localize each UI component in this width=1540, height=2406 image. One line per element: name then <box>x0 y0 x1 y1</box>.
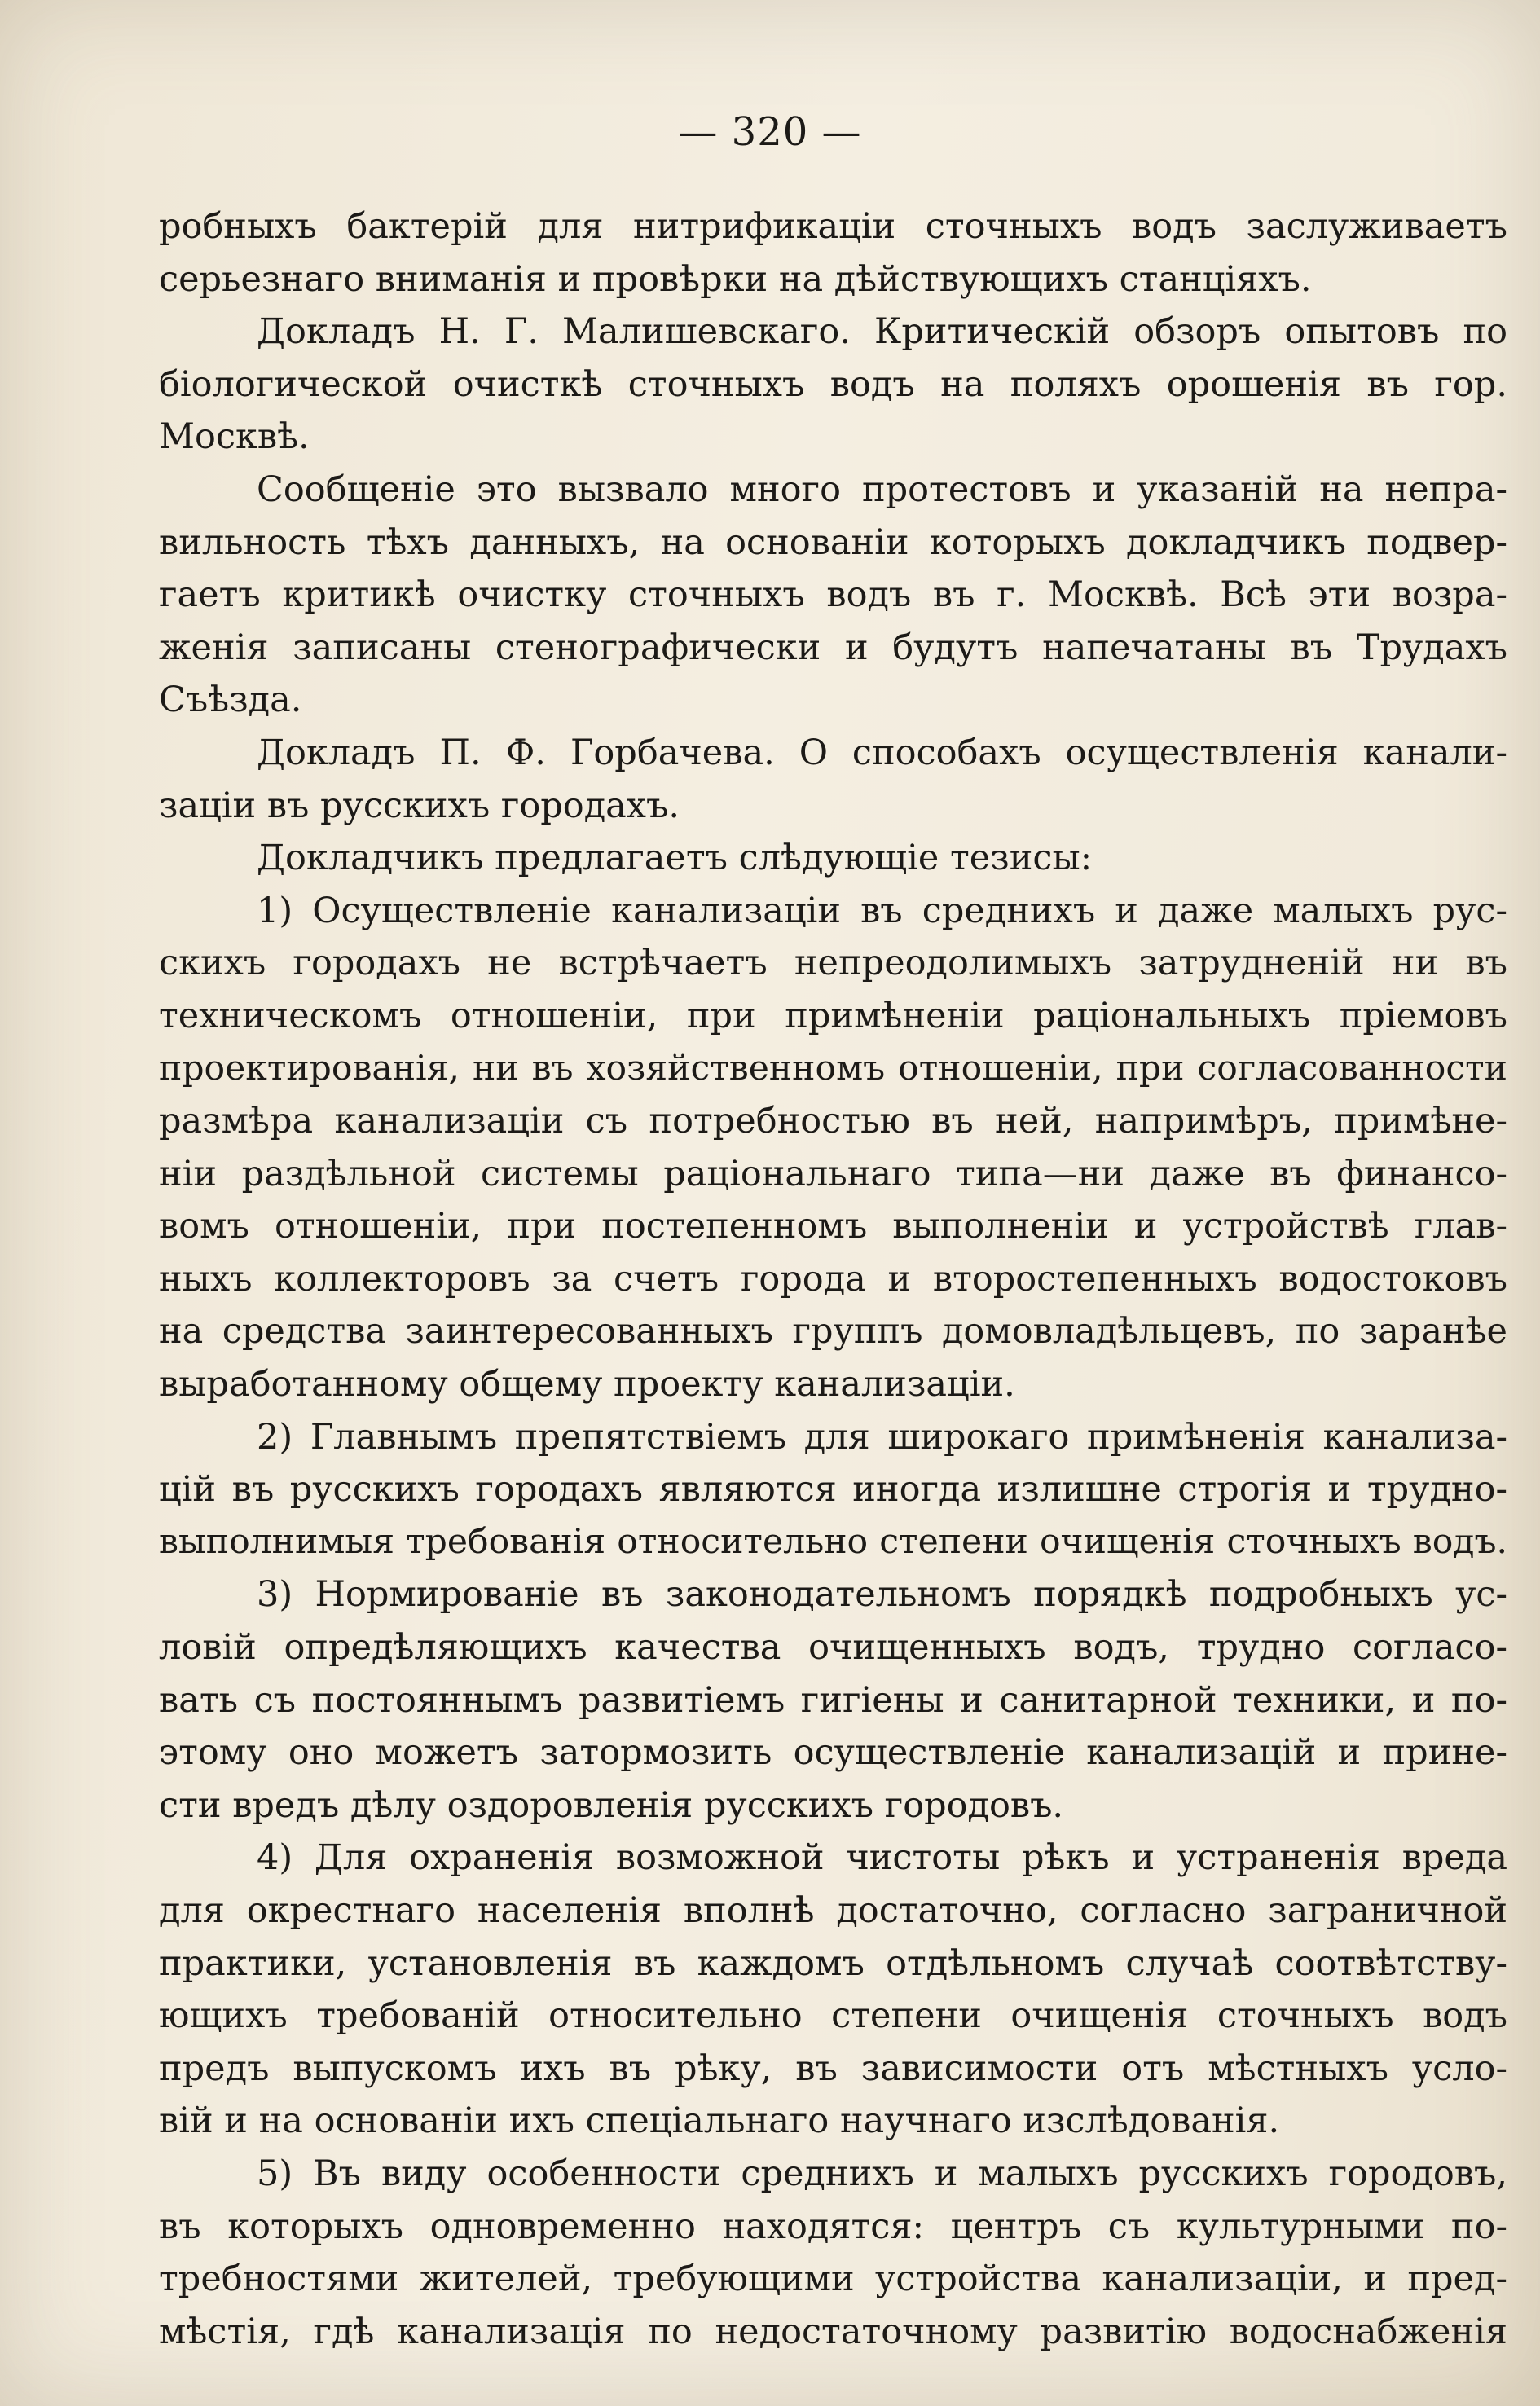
text-line: въ которыхъ одновременно находятся: центръ съ культурными по- <box>159 2206 1507 2247</box>
text-line: предъ выпускомъ ихъ въ рѣку, въ зависимости отъ мѣстныхъ усло- <box>159 2048 1507 2089</box>
text-line: біологической очисткѣ сточныхъ водъ на поляхъ орошенія въ гор. <box>159 363 1507 405</box>
text-line: ющихъ требованій относительно степени очищенія сточныхъ водъ <box>159 1995 1507 2037</box>
text-line: 1) Осуществленіе канализаціи въ среднихъ и даже малыхъ рус- <box>257 890 1507 931</box>
text-line: 2) Главнымъ препятствіемъ для широкаго примѣненія канализа- <box>257 1416 1507 1458</box>
text-line: цій въ русскихъ городахъ являются иногда излишне строгія и трудно- <box>159 1469 1507 1511</box>
text-line: размѣра канализаціи съ потребностью въ ней, напримѣръ, примѣне- <box>159 1101 1507 1142</box>
body-text <box>159 200 1507 2358</box>
text-line: ловій опредѣляющихъ качества очищенныхъ водъ, трудно согласо- <box>159 1627 1507 1669</box>
text-line: женія записаны стенографически и будутъ напечатаны въ Трудахъ <box>159 627 1507 668</box>
text-line: выработанному общему проекту канализаціи. <box>159 1364 1015 1405</box>
text-line: вій и на основаніи ихъ спеціальнаго научнаго изслѣдованія. <box>159 2100 1280 2142</box>
text-line: для окрестнаго населенія вполнѣ достаточно, согласно заграничной <box>159 1890 1507 1931</box>
text-line: практики, установленія въ каждомъ отдѣльномъ случаѣ соотвѣтству- <box>159 1942 1507 1984</box>
text-line: сти вредъ дѣлу оздоровленія русскихъ городовъ. <box>159 1784 1064 1826</box>
text-line: вомъ отношеніи, при постепенномъ выполненіи и устройствѣ глав- <box>159 1206 1507 1247</box>
text-line: 5) Въ виду особенности среднихъ и малыхъ русскихъ городовъ, <box>257 2153 1507 2194</box>
text-line: Сообщеніе это вызвало много протестовъ и указаній на непра- <box>257 468 1507 510</box>
text-line: проектированія, ни въ хозяйственномъ отношеніи, при согласованности <box>159 1048 1507 1089</box>
text-line: серьезнаго вниманія и провѣрки на дѣйствующихъ станціяхъ. <box>159 258 1312 300</box>
text-line: техническомъ отношеніи, при примѣненіи раціональныхъ пріемовъ <box>159 995 1507 1036</box>
text-line: выполнимыя требованія относительно степени очищенія сточныхъ водъ. <box>159 1521 1507 1562</box>
text-line: Докладчикъ предлагаетъ слѣдующіе тезисы: <box>257 838 1093 879</box>
text-line: Докладъ П. Ф. Горбачева. О способахъ осуществленія канали- <box>257 732 1507 773</box>
text-line: скихъ городахъ не встрѣчаетъ непреодолимыхъ затрудненій ни въ <box>159 943 1507 984</box>
text-line: вильность тѣхъ данныхъ, на основаніи которыхъ докладчикъ подвер- <box>159 521 1507 563</box>
text-line: Съѣзда. <box>159 680 302 721</box>
page-number: — 320 — <box>678 109 862 155</box>
text-line: требностями жителей, требующими устройства канализаціи, и пред- <box>159 2259 1507 2300</box>
text-line: этому оно можетъ затормозить осуществленіе канализацій и прине- <box>159 1732 1507 1774</box>
text-line: на средства заинтересованныхъ группъ домовладѣльцевъ, по заранѣе <box>159 1311 1507 1353</box>
text-line: ныхъ коллекторовъ за счетъ города и второстепенныхъ водостоковъ <box>159 1258 1507 1300</box>
text-line: заціи въ русскихъ городахъ. <box>159 785 680 826</box>
text-line: 4) Для охраненія возможной чистоты рѣкъ и устраненія вреда <box>257 1837 1507 1879</box>
text-line: 3) Нормированіе въ законодательномъ порядкѣ подробныхъ ус- <box>257 1574 1507 1616</box>
text-line: Докладъ Н. Г. Малишевскаго. Критическій обзоръ опытовъ по <box>257 311 1507 353</box>
text-line: гаетъ критикѣ очистку сточныхъ водъ въ г. Москвѣ. Всѣ эти возра- <box>159 574 1507 616</box>
text-line: Москвѣ. <box>159 416 310 458</box>
text-line: вать съ постояннымъ развитіемъ гигіены и санитарной техники, и по- <box>159 1679 1507 1721</box>
text-line: робныхъ бактерій для нитрификаціи сточныхъ водъ заслуживаетъ <box>159 206 1507 247</box>
text-line: мѣстія, гдѣ канализація по недостаточному развитію водоснабженія <box>159 2311 1507 2352</box>
text-line: ніи раздѣльной системы раціональнаго типа—ни даже въ финансо- <box>159 1153 1507 1194</box>
